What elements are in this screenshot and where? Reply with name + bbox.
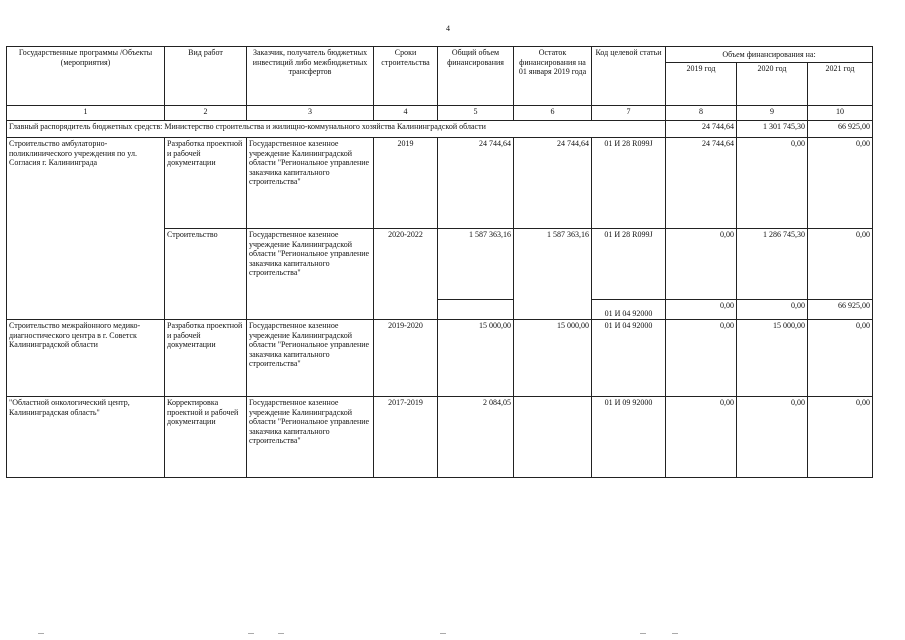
header-work-type: Вид работ [165, 47, 247, 106]
chief-2019: 24 744,64 [666, 121, 737, 138]
header-code: Код целевой статьи [592, 47, 666, 106]
header-year-2021: 2021 год [808, 63, 873, 106]
page-number: 4 [446, 24, 450, 33]
column-number: 3 [247, 106, 374, 121]
work-type: Корректировка проектной и рабочей документации [165, 397, 247, 478]
header-programs: Государственные программы /Объекты (мероприятия) [7, 47, 165, 106]
value-2021: 0,00 [808, 320, 873, 397]
header-customer: Заказчик, получатель бюджетных инвестиций либо межбюджетных трансфертов [247, 47, 374, 106]
value-2019: 0,00 [666, 300, 737, 320]
value-2019: 0,00 [666, 397, 737, 478]
table-row [7, 138, 873, 229]
column-number: 8 [666, 106, 737, 121]
column-number: 10 [808, 106, 873, 121]
column-number: 6 [514, 106, 592, 121]
value-2020: 15 000,00 [737, 320, 808, 397]
object-name: Строительство амбулаторно-поликлинического учреждения по ул. Согласия г. Калининграда [7, 138, 165, 320]
value-2019: 24 744,64 [666, 138, 737, 229]
header-year-2019: 2019 год [666, 63, 737, 106]
term: 2019-2020 [374, 320, 438, 397]
financing-table [6, 46, 873, 478]
customer: Государственное казенное учреждение Калининградской области "Региональное управление заказчика капитального строительства" [247, 229, 374, 320]
term: 2017-2019 [374, 397, 438, 478]
customer: Государственное казенное учреждение Калининградской области "Региональное управление заказчика капитального строительства" [247, 138, 374, 229]
value-2019: 0,00 [666, 229, 737, 300]
header-year-2020: 2020 год [737, 63, 808, 106]
table-header-row [7, 47, 873, 63]
work-type: Строительство [165, 229, 247, 320]
total: 24 744,64 [438, 138, 514, 229]
header-rest: Остаток финансирования на 01 января 2019 года [514, 47, 592, 106]
value-2020: 0,00 [737, 397, 808, 478]
code: 01 И 28 R099J [592, 229, 666, 300]
code: 01 И 04 92000 [592, 320, 666, 397]
code: 01 И 04 92000 [592, 300, 666, 320]
total: 15 000,00 [438, 320, 514, 397]
value-2021: 0,00 [808, 397, 873, 478]
header-terms: Сроки строительства [374, 47, 438, 106]
term: 2019 [374, 138, 438, 229]
code: 01 И 09 92000 [592, 397, 666, 478]
scan-artifacts [0, 633, 905, 637]
rest: 24 744,64 [514, 138, 592, 229]
total: 2 084,05 [438, 397, 514, 478]
table-row [7, 320, 873, 397]
column-number: 2 [165, 106, 247, 121]
column-numbers-row [7, 106, 873, 121]
object-name: Строительство межрайонного медико-диагностического центра в г. Советск Калининградской области [7, 320, 165, 397]
customer: Государственное казенное учреждение Калининградской области "Региональное управление заказчика капитального строительства" [247, 397, 374, 478]
chief-manager-text: Главный распорядитель бюджетных средств: Министерство строительства и жилищно-коммунального хозяйства Калининградской области [7, 121, 666, 138]
column-number: 4 [374, 106, 438, 121]
column-number: 9 [737, 106, 808, 121]
column-number: 7 [592, 106, 666, 121]
table-row [7, 397, 873, 478]
value-2021: 0,00 [808, 138, 873, 229]
term: 2020-2022 [374, 229, 438, 320]
value-2021: 66 925,00 [808, 300, 873, 320]
chief-2021: 66 925,00 [808, 121, 873, 138]
rest [514, 397, 592, 478]
object-name: "Областной онкологический центр, Калининградская область" [7, 397, 165, 478]
rest: 1 587 363,16 [514, 229, 592, 320]
chief-2020: 1 301 745,30 [737, 121, 808, 138]
value-2021: 0,00 [808, 229, 873, 300]
total: 1 587 363,16 [438, 229, 514, 300]
value-2020: 0,00 [737, 300, 808, 320]
column-number: 1 [7, 106, 165, 121]
rest: 15 000,00 [514, 320, 592, 397]
total-empty [438, 300, 514, 320]
chief-manager-row [7, 121, 873, 138]
customer: Государственное казенное учреждение Калининградской области "Региональное управление заказчика капитального строительства" [247, 320, 374, 397]
header-financing-group: Объем финансирования на: [666, 47, 873, 63]
code: 01 И 28 R099J [592, 138, 666, 229]
work-type: Разработка проектной и рабочей документации [165, 320, 247, 397]
value-2020: 1 286 745,30 [737, 229, 808, 300]
header-total: Общий объем финансирования [438, 47, 514, 106]
value-2020: 0,00 [737, 138, 808, 229]
work-type: Разработка проектной и рабочей документации [165, 138, 247, 229]
column-number: 5 [438, 106, 514, 121]
value-2019: 0,00 [666, 320, 737, 397]
